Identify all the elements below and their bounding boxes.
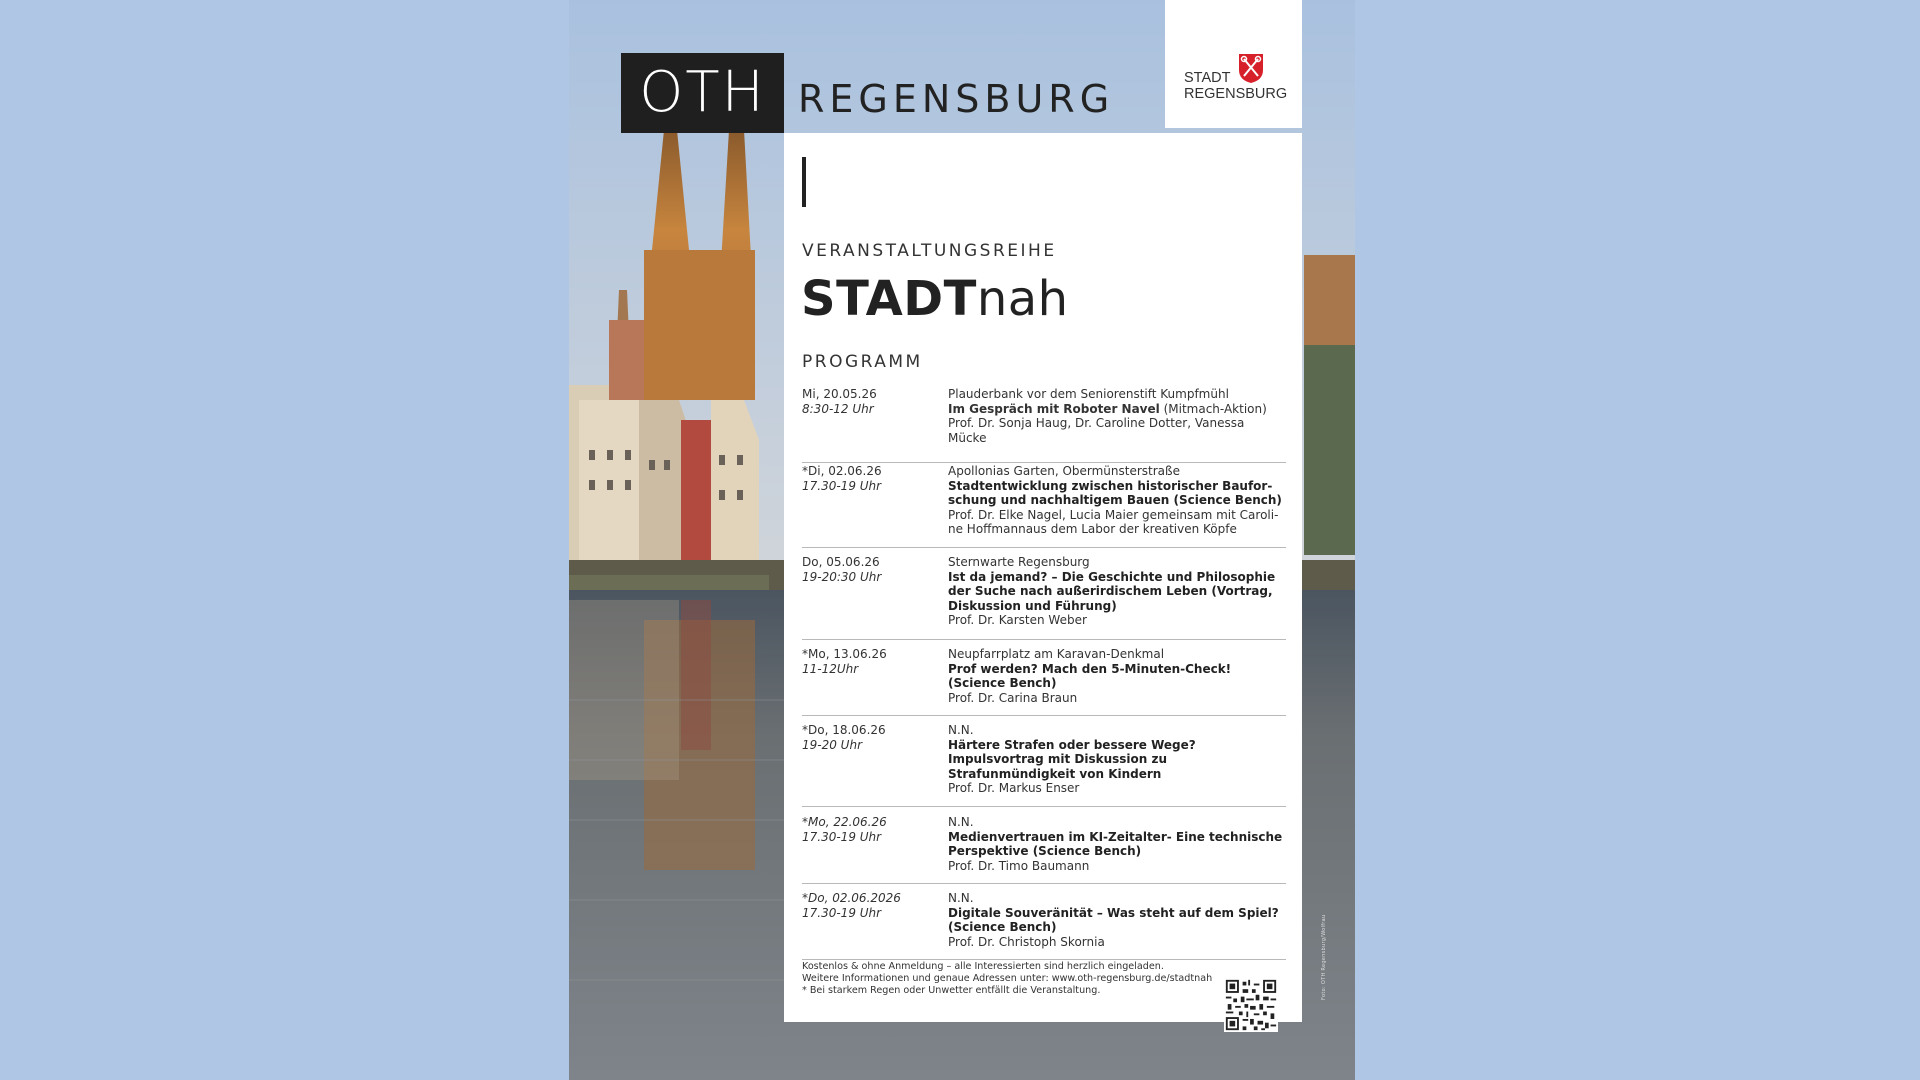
series-label: VERANSTALTUNGSREIHE: [802, 241, 1057, 261]
series-title: [801, 270, 1069, 328]
footer-notes: [802, 961, 1232, 997]
event-title: Stadtentwicklung zwischen historischer Baufor-schung und nachhaltigem Bauen (Science Bench): [948, 478, 1282, 508]
footer-line-free-entry: Kostenlos & ohne Anmeldung – alle Interessierten sind herzlich eingeladen.: [802, 961, 1164, 972]
event-time: 19-20 Uhr: [802, 737, 863, 752]
event-item: [802, 387, 1286, 463]
event-title: Medienvertrauen im KI-Zeitalter- Eine technische Perspektive (Science Bench): [948, 829, 1283, 859]
event-title: Prof werden? Mach den 5-Minuten-Check! (Science Bench): [948, 661, 1232, 691]
event-title: Digitale Souveränität – Was steht auf dem Spiel? (Science Bench): [948, 905, 1279, 935]
event-item: [802, 723, 1286, 807]
accent-bar: [802, 157, 806, 207]
event-title: Im Gespräch mit Roboter Navel: [948, 401, 1160, 416]
event-speakers: Prof. Dr. Christoph Skornia: [948, 934, 1105, 949]
event-date: *Mo, 13.06.26: [802, 647, 887, 661]
series-title-light: nah: [976, 271, 1069, 327]
event-location: Sternwarte Regensburg: [948, 555, 1090, 569]
event-item: [802, 464, 1286, 548]
event-speakers: Prof. Dr. Karsten Weber: [948, 613, 1087, 628]
event-time: 19-20:30 Uhr: [802, 569, 882, 584]
event-location: Neupfarrplatz am Karavan-Denkmal: [948, 647, 1165, 661]
event-location: N.N.: [948, 815, 974, 829]
event-speakers: Prof. Dr. Timo Baumann: [948, 858, 1090, 873]
footer-line-weather: * Bei starkem Regen oder Unwetter entfällt die Veranstaltung.: [802, 985, 1101, 996]
event-title-suffix: (Mitmach-Aktion): [1159, 401, 1267, 416]
event-time: 17.30-19 Uhr: [802, 478, 882, 493]
program-panel: [784, 133, 1302, 1022]
event-date: *Do, 18.06.26: [802, 723, 886, 737]
event-date: Do, 05.06.26: [802, 555, 880, 569]
event-speakers: Prof. Dr. Elke Nagel, Lucia Maier gemeinsam mit Caroli-ne Hoffmannaus dem Labor der kreativen Köpfe: [948, 507, 1279, 537]
oth-logo-city: REGENSBURG: [798, 77, 1115, 121]
poster: [569, 0, 1355, 1080]
event-location: N.N.: [948, 723, 974, 737]
event-speakers: Prof. Dr. Carina Braun: [948, 690, 1078, 705]
event-title: Ist da jemand? – Die Geschichte und Philosophie der Suche nach außerirdischem Leben (Vortrag, Diskussion und Führung): [948, 569, 1276, 613]
stadt-logo-line2: REGENSBURG: [1184, 86, 1288, 102]
event-speakers: Prof. Dr. Sonja Haug, Dr. Caroline Dotter, Vanessa Mücke: [948, 416, 1245, 445]
event-item: [802, 647, 1286, 716]
event-item: [802, 555, 1286, 640]
event-date: *Do, 02.06.2026: [802, 891, 901, 905]
event-date: Mi, 20.05.26: [802, 387, 877, 401]
stadt-logo-line1: STADT: [1184, 70, 1231, 86]
series-title-bold: STADT: [801, 271, 977, 327]
event-time: 8:30-12 Uhr: [802, 401, 874, 416]
photo-credit: Foto: OTH Regensburg/Wolfrau: [1321, 914, 1327, 1000]
oth-logo-mark: OTH: [621, 53, 784, 133]
event-time: 17.30-19 Uhr: [802, 829, 882, 844]
event-location: Plauderbank vor dem Seniorenstift Kumpfmühl: [948, 387, 1229, 401]
event-time: 11-12Uhr: [802, 661, 859, 676]
event-speakers: Prof. Dr. Markus Enser: [948, 781, 1080, 796]
event-date: *Di, 02.06.26: [802, 464, 882, 478]
stadt-regensburg-logo: [1165, 0, 1302, 128]
qr-code-icon[interactable]: [1224, 978, 1278, 1032]
program-label: PROGRAMM: [802, 352, 923, 372]
footer-line-more-info: Weitere Informationen und genaue Adressen unter: www.oth-regensburg.de/stadtnah: [802, 973, 1213, 984]
event-time: 17.30-19 Uhr: [802, 905, 882, 920]
event-location: Apollonias Garten, Obermünsterstraße: [948, 464, 1180, 478]
event-title: Härtere Strafen oder bessere Wege? Impulsvortrag mit Diskussion zu Strafunmündigkeit von Kindern: [948, 737, 1196, 781]
event-item: [802, 815, 1286, 884]
event-location: N.N.: [948, 891, 974, 905]
event-date: *Mo, 22.06.26: [802, 815, 887, 829]
event-item: [802, 891, 1286, 960]
